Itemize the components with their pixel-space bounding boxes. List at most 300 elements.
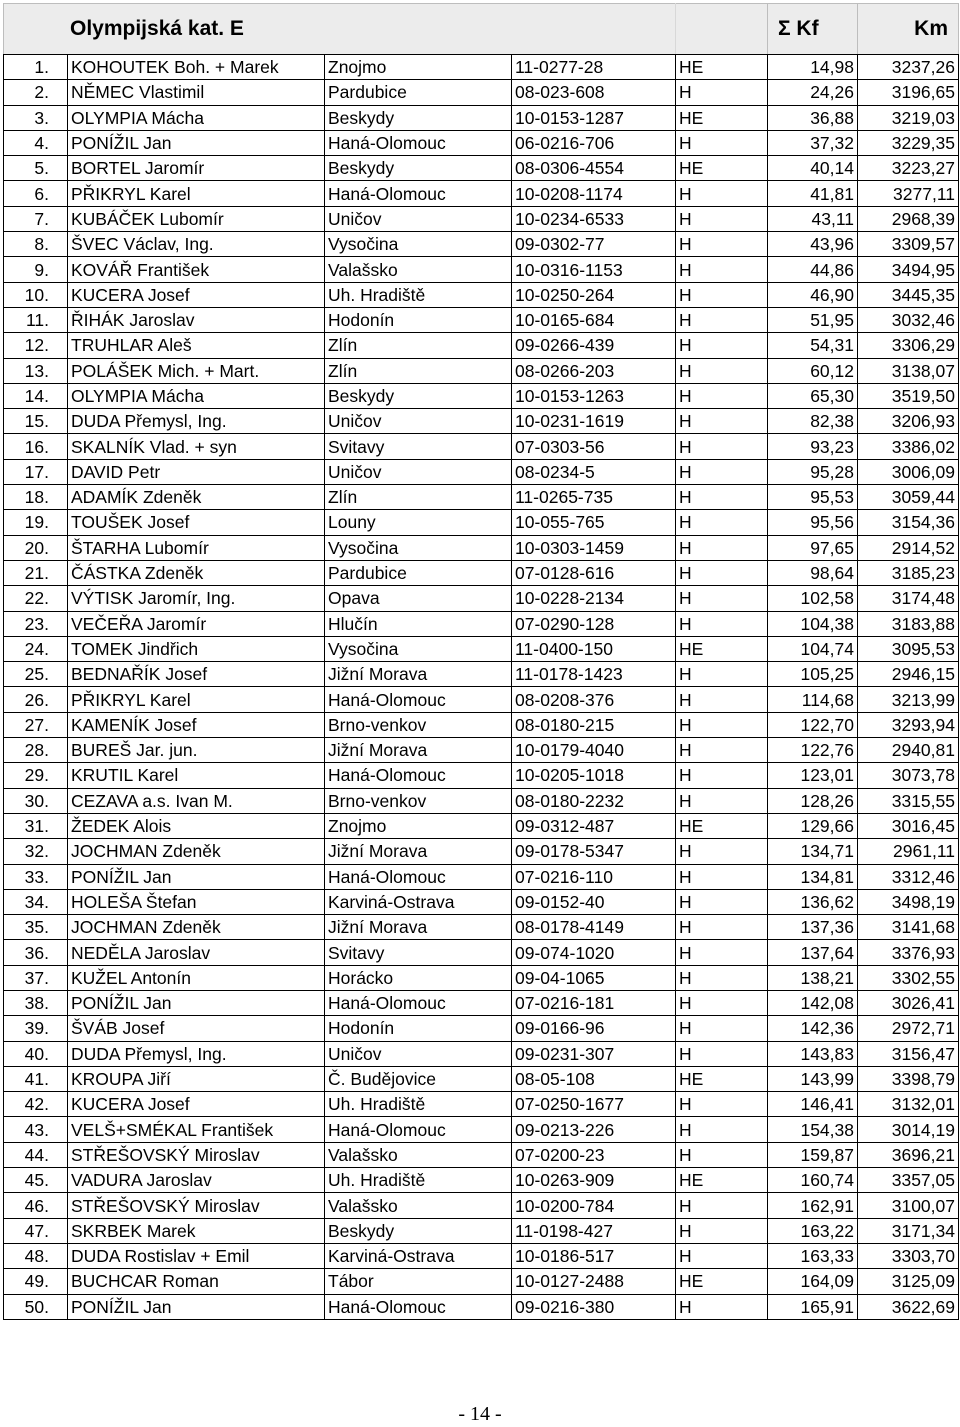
ring-number-cell: 11-0178-1423 — [512, 662, 676, 687]
owner-cell: ŠTARHA Lubomír — [68, 535, 325, 560]
club-cell: Beskydy — [325, 105, 512, 130]
table-row — [4, 257, 959, 282]
club-cell: Beskydy — [325, 156, 512, 181]
sum-kf-cell: 43,11 — [768, 206, 858, 231]
owner-cell: NEDĚLA Jaroslav — [68, 940, 325, 965]
owner-cell: TOMEK Jindřich — [68, 636, 325, 661]
owner-cell: CEZAVA a.s. Ivan M. — [68, 788, 325, 813]
category-cell: H — [676, 333, 768, 358]
sum-kf-cell: 164,09 — [768, 1269, 858, 1294]
category-cell: HE — [676, 105, 768, 130]
rank-cell: 3. — [4, 105, 68, 130]
owner-cell: ŠVEC Václav, Ing. — [68, 232, 325, 257]
category-cell: H — [676, 990, 768, 1015]
ring-number-cell: 09-0312-487 — [512, 813, 676, 838]
rank-cell: 28. — [4, 738, 68, 763]
owner-cell: JOCHMAN Zdeněk — [68, 915, 325, 940]
distance-km-cell: 2914,52 — [858, 535, 959, 560]
distance-km-cell: 3073,78 — [858, 763, 959, 788]
sum-kf-cell: 138,21 — [768, 965, 858, 990]
table-row — [4, 130, 959, 155]
category-cell: H — [676, 839, 768, 864]
owner-cell: PŘIKRYL Karel — [68, 181, 325, 206]
category-cell: H — [676, 1041, 768, 1066]
ring-number-cell: 09-0213-226 — [512, 1117, 676, 1142]
club-cell: Haná-Olomouc — [325, 864, 512, 889]
table-row — [4, 662, 959, 687]
owner-cell: SKRBEK Marek — [68, 1218, 325, 1243]
table-row — [4, 940, 959, 965]
category-cell: HE — [676, 813, 768, 838]
owner-cell: DUDA Rostislav + Emil — [68, 1243, 325, 1268]
rank-cell: 48. — [4, 1243, 68, 1268]
sum-kf-cell: 46,90 — [768, 282, 858, 307]
rank-cell: 32. — [4, 839, 68, 864]
owner-cell: ADAMÍK Zdeněk — [68, 485, 325, 510]
ring-number-cell: 10-0250-264 — [512, 282, 676, 307]
category-cell: H — [676, 1092, 768, 1117]
table-row — [4, 611, 959, 636]
rank-cell: 43. — [4, 1117, 68, 1142]
category-cell: H — [676, 586, 768, 611]
owner-cell: NĚMEC Vlastimil — [68, 80, 325, 105]
rank-cell: 41. — [4, 1066, 68, 1091]
club-cell: Haná-Olomouc — [325, 181, 512, 206]
results-table — [3, 3, 959, 1320]
distance-km-cell: 2946,15 — [858, 662, 959, 687]
table-row — [4, 1269, 959, 1294]
rank-cell: 13. — [4, 358, 68, 383]
ring-number-cell: 08-0180-215 — [512, 712, 676, 737]
rank-cell: 15. — [4, 409, 68, 434]
table-row — [4, 459, 959, 484]
club-cell: Haná-Olomouc — [325, 990, 512, 1015]
club-cell: Znojmo — [325, 55, 512, 80]
table-row — [4, 1041, 959, 1066]
distance-km-cell: 3014,19 — [858, 1117, 959, 1142]
table-row — [4, 712, 959, 737]
distance-km-cell: 3100,07 — [858, 1193, 959, 1218]
sum-kf-cell: 163,22 — [768, 1218, 858, 1243]
category-cell: H — [676, 712, 768, 737]
club-cell: Č. Budějovice — [325, 1066, 512, 1091]
category-cell: H — [676, 788, 768, 813]
rank-cell: 1. — [4, 55, 68, 80]
distance-km-cell: 3138,07 — [858, 358, 959, 383]
owner-cell: HOLEŠA Štefan — [68, 889, 325, 914]
rank-cell: 50. — [4, 1294, 68, 1319]
category-cell: HE — [676, 55, 768, 80]
table-row — [4, 1218, 959, 1243]
ring-number-cell: 09-0216-380 — [512, 1294, 676, 1319]
sum-kf-cell: 97,65 — [768, 535, 858, 560]
table-row — [4, 990, 959, 1015]
table-row — [4, 434, 959, 459]
ring-number-cell: 08-0234-5 — [512, 459, 676, 484]
club-cell: Haná-Olomouc — [325, 130, 512, 155]
category-cell: H — [676, 181, 768, 206]
table-row — [4, 1142, 959, 1167]
sum-kf-cell: 65,30 — [768, 383, 858, 408]
ring-number-cell: 09-0302-77 — [512, 232, 676, 257]
table-row — [4, 383, 959, 408]
distance-km-cell: 3185,23 — [858, 560, 959, 585]
distance-km-cell: 3006,09 — [858, 459, 959, 484]
club-cell: Valašsko — [325, 1142, 512, 1167]
rank-cell: 25. — [4, 662, 68, 687]
category-cell: H — [676, 1193, 768, 1218]
club-cell: Valašsko — [325, 1193, 512, 1218]
header-row — [4, 4, 959, 55]
category-cell: HE — [676, 1269, 768, 1294]
sum-kf-cell: 136,62 — [768, 889, 858, 914]
owner-cell: BUREŠ Jar. jun. — [68, 738, 325, 763]
sum-kf-cell: 143,83 — [768, 1041, 858, 1066]
category-cell: H — [676, 459, 768, 484]
table-row — [4, 915, 959, 940]
category-cell: HE — [676, 636, 768, 661]
distance-km-cell: 3498,19 — [858, 889, 959, 914]
table-row — [4, 105, 959, 130]
owner-cell: STŘEŠOVSKÝ Miroslav — [68, 1142, 325, 1167]
distance-km-cell: 3277,11 — [858, 181, 959, 206]
owner-cell: JOCHMAN Zdeněk — [68, 839, 325, 864]
owner-cell: KROUPA Jiří — [68, 1066, 325, 1091]
sum-kf-cell: 123,01 — [768, 763, 858, 788]
rank-cell: 27. — [4, 712, 68, 737]
ring-number-cell: 09-04-1065 — [512, 965, 676, 990]
sum-kf-cell: 146,41 — [768, 1092, 858, 1117]
ring-number-cell: 08-023-608 — [512, 80, 676, 105]
category-cell: H — [676, 1016, 768, 1041]
ring-number-cell: 09-0152-40 — [512, 889, 676, 914]
table-row — [4, 965, 959, 990]
sum-kf-cell: 14,98 — [768, 55, 858, 80]
table-row — [4, 282, 959, 307]
ring-number-cell: 08-0306-4554 — [512, 156, 676, 181]
club-cell: Svitavy — [325, 434, 512, 459]
ring-number-cell: 08-0266-203 — [512, 358, 676, 383]
ring-number-cell: 10-0200-784 — [512, 1193, 676, 1218]
category-cell: H — [676, 232, 768, 257]
ring-number-cell: 08-0208-376 — [512, 687, 676, 712]
ring-number-cell: 11-0265-735 — [512, 485, 676, 510]
owner-cell: VADURA Jaroslav — [68, 1168, 325, 1193]
distance-km-cell: 2968,39 — [858, 206, 959, 231]
rank-cell: 12. — [4, 333, 68, 358]
table-row — [4, 1243, 959, 1268]
owner-cell: KUCERA Josef — [68, 282, 325, 307]
rank-cell: 29. — [4, 763, 68, 788]
distance-km-cell: 3519,50 — [858, 383, 959, 408]
category-cell: HE — [676, 1168, 768, 1193]
category-cell: H — [676, 80, 768, 105]
distance-km-cell: 3196,65 — [858, 80, 959, 105]
distance-km-cell: 2940,81 — [858, 738, 959, 763]
table-row — [4, 889, 959, 914]
sum-kf-cell: 137,36 — [768, 915, 858, 940]
header-kf: Σ Kf — [768, 4, 858, 55]
ring-number-cell: 07-0128-616 — [512, 560, 676, 585]
sum-kf-cell: 154,38 — [768, 1117, 858, 1142]
category-cell: H — [676, 358, 768, 383]
category-cell: H — [676, 965, 768, 990]
sum-kf-cell: 102,58 — [768, 586, 858, 611]
table-body — [4, 55, 959, 1320]
owner-cell: KUBÁČEK Lubomír — [68, 206, 325, 231]
sum-kf-cell: 165,91 — [768, 1294, 858, 1319]
distance-km-cell: 3494,95 — [858, 257, 959, 282]
distance-km-cell: 3125,09 — [858, 1269, 959, 1294]
sum-kf-cell: 159,87 — [768, 1142, 858, 1167]
sum-kf-cell: 36,88 — [768, 105, 858, 130]
owner-cell: KAMENÍK Josef — [68, 712, 325, 737]
club-cell: Brno-venkov — [325, 788, 512, 813]
club-cell: Uničov — [325, 206, 512, 231]
owner-cell: KOVÁŘ František — [68, 257, 325, 282]
category-cell: H — [676, 915, 768, 940]
owner-cell: PONÍŽIL Jan — [68, 990, 325, 1015]
owner-cell: DAVID Petr — [68, 459, 325, 484]
distance-km-cell: 3312,46 — [858, 864, 959, 889]
sum-kf-cell: 51,95 — [768, 307, 858, 332]
rank-cell: 11. — [4, 307, 68, 332]
club-cell: Svitavy — [325, 940, 512, 965]
sum-kf-cell: 162,91 — [768, 1193, 858, 1218]
table-row — [4, 586, 959, 611]
rank-cell: 22. — [4, 586, 68, 611]
rank-cell: 34. — [4, 889, 68, 914]
ring-number-cell: 10-0165-684 — [512, 307, 676, 332]
sum-kf-cell: 134,71 — [768, 839, 858, 864]
rank-cell: 8. — [4, 232, 68, 257]
distance-km-cell: 3174,48 — [858, 586, 959, 611]
ring-number-cell: 11-0198-427 — [512, 1218, 676, 1243]
club-cell: Jižní Morava — [325, 738, 512, 763]
club-cell: Jižní Morava — [325, 915, 512, 940]
ring-number-cell: 10-0234-6533 — [512, 206, 676, 231]
category-cell: H — [676, 889, 768, 914]
category-cell: H — [676, 611, 768, 636]
owner-cell: TRUHLAR Aleš — [68, 333, 325, 358]
rank-cell: 37. — [4, 965, 68, 990]
table-row — [4, 307, 959, 332]
table-row — [4, 763, 959, 788]
owner-cell: TOUŠEK Josef — [68, 510, 325, 535]
table-row — [4, 1193, 959, 1218]
club-cell: Pardubice — [325, 80, 512, 105]
owner-cell: POLÁŠEK Mich. + Mart. — [68, 358, 325, 383]
sum-kf-cell: 44,86 — [768, 257, 858, 282]
ring-number-cell: 10-0205-1018 — [512, 763, 676, 788]
owner-cell: PONÍŽIL Jan — [68, 1294, 325, 1319]
club-cell: Haná-Olomouc — [325, 687, 512, 712]
rank-cell: 31. — [4, 813, 68, 838]
owner-cell: OLYMPIA Mácha — [68, 383, 325, 408]
club-cell: Hodonín — [325, 1016, 512, 1041]
table-row — [4, 232, 959, 257]
ring-number-cell: 07-0250-1677 — [512, 1092, 676, 1117]
rank-cell: 4. — [4, 130, 68, 155]
rank-cell: 35. — [4, 915, 68, 940]
club-cell: Znojmo — [325, 813, 512, 838]
category-cell: H — [676, 485, 768, 510]
club-cell: Karviná-Ostrava — [325, 1243, 512, 1268]
category-cell: H — [676, 510, 768, 535]
club-cell: Hodonín — [325, 307, 512, 332]
ring-number-cell: 09-0178-5347 — [512, 839, 676, 864]
owner-cell: PONÍŽIL Jan — [68, 130, 325, 155]
rank-cell: 20. — [4, 535, 68, 560]
category-cell: H — [676, 1117, 768, 1142]
category-cell: H — [676, 130, 768, 155]
rank-cell: 39. — [4, 1016, 68, 1041]
sum-kf-cell: 95,53 — [768, 485, 858, 510]
table-row — [4, 864, 959, 889]
owner-cell: ŘIHÁK Jaroslav — [68, 307, 325, 332]
ring-number-cell: 07-0216-181 — [512, 990, 676, 1015]
sum-kf-cell: 129,66 — [768, 813, 858, 838]
sum-kf-cell: 163,33 — [768, 1243, 858, 1268]
category-cell: H — [676, 687, 768, 712]
distance-km-cell: 3315,55 — [858, 788, 959, 813]
ring-number-cell: 10-0208-1174 — [512, 181, 676, 206]
distance-km-cell: 2961,11 — [858, 839, 959, 864]
club-cell: Vysočina — [325, 535, 512, 560]
ring-number-cell: 11-0277-28 — [512, 55, 676, 80]
table-row — [4, 813, 959, 838]
club-cell: Tábor — [325, 1269, 512, 1294]
ring-number-cell: 10-0153-1263 — [512, 383, 676, 408]
table-row — [4, 485, 959, 510]
distance-km-cell: 3156,47 — [858, 1041, 959, 1066]
distance-km-cell: 3132,01 — [858, 1092, 959, 1117]
distance-km-cell: 3154,36 — [858, 510, 959, 535]
ring-number-cell: 09-0231-307 — [512, 1041, 676, 1066]
table-row — [4, 1294, 959, 1319]
distance-km-cell: 3213,99 — [858, 687, 959, 712]
rank-cell: 23. — [4, 611, 68, 636]
club-cell: Uh. Hradiště — [325, 1092, 512, 1117]
rank-cell: 45. — [4, 1168, 68, 1193]
club-cell: Haná-Olomouc — [325, 763, 512, 788]
category-cell: H — [676, 383, 768, 408]
club-cell: Zlín — [325, 358, 512, 383]
sum-kf-cell: 143,99 — [768, 1066, 858, 1091]
club-cell: Brno-venkov — [325, 712, 512, 737]
owner-cell: KOHOUTEK Boh. + Marek — [68, 55, 325, 80]
table-row — [4, 358, 959, 383]
distance-km-cell: 3229,35 — [858, 130, 959, 155]
distance-km-cell: 3219,03 — [858, 105, 959, 130]
category-cell: H — [676, 307, 768, 332]
category-cell: H — [676, 738, 768, 763]
ring-number-cell: 08-0178-4149 — [512, 915, 676, 940]
distance-km-cell: 3357,05 — [858, 1168, 959, 1193]
distance-km-cell: 3306,29 — [858, 333, 959, 358]
distance-km-cell: 3622,69 — [858, 1294, 959, 1319]
club-cell: Zlín — [325, 485, 512, 510]
rank-cell: 49. — [4, 1269, 68, 1294]
category-cell: H — [676, 1218, 768, 1243]
sum-kf-cell: 142,08 — [768, 990, 858, 1015]
club-cell: Vysočina — [325, 636, 512, 661]
owner-cell: VEČEŘA Jaromír — [68, 611, 325, 636]
table-row — [4, 1066, 959, 1091]
rank-cell: 5. — [4, 156, 68, 181]
category-cell: H — [676, 662, 768, 687]
ring-number-cell: 08-05-108 — [512, 1066, 676, 1091]
rank-cell: 42. — [4, 1092, 68, 1117]
distance-km-cell: 3206,93 — [858, 409, 959, 434]
sum-kf-cell: 60,12 — [768, 358, 858, 383]
owner-cell: STŘEŠOVSKÝ Miroslav — [68, 1193, 325, 1218]
club-cell: Haná-Olomouc — [325, 1117, 512, 1142]
sum-kf-cell: 128,26 — [768, 788, 858, 813]
ring-number-cell: 07-0216-110 — [512, 864, 676, 889]
distance-km-cell: 3171,34 — [858, 1218, 959, 1243]
sum-kf-cell: 24,26 — [768, 80, 858, 105]
owner-cell: SKALNÍK Vlad. + syn — [68, 434, 325, 459]
sum-kf-cell: 93,23 — [768, 434, 858, 459]
header-empty-cell — [676, 4, 768, 55]
table-row — [4, 738, 959, 763]
club-cell: Horácko — [325, 965, 512, 990]
category-cell: H — [676, 257, 768, 282]
club-cell: Beskydy — [325, 1218, 512, 1243]
club-cell: Opava — [325, 586, 512, 611]
sum-kf-cell: 122,70 — [768, 712, 858, 737]
distance-km-cell: 3309,57 — [858, 232, 959, 257]
ring-number-cell: 10-0263-909 — [512, 1168, 676, 1193]
distance-km-cell: 3302,55 — [858, 965, 959, 990]
club-cell: Jižní Morava — [325, 662, 512, 687]
sum-kf-cell: 160,74 — [768, 1168, 858, 1193]
category-cell: H — [676, 864, 768, 889]
club-cell: Pardubice — [325, 560, 512, 585]
results-sheet — [3, 3, 959, 1320]
club-cell: Beskydy — [325, 383, 512, 408]
sum-kf-cell: 95,28 — [768, 459, 858, 484]
owner-cell: BUCHCAR Roman — [68, 1269, 325, 1294]
table-row — [4, 80, 959, 105]
rank-cell: 18. — [4, 485, 68, 510]
sum-kf-cell: 95,56 — [768, 510, 858, 535]
sum-kf-cell: 137,64 — [768, 940, 858, 965]
distance-km-cell: 3183,88 — [858, 611, 959, 636]
rank-cell: 7. — [4, 206, 68, 231]
rank-cell: 33. — [4, 864, 68, 889]
club-cell: Uničov — [325, 459, 512, 484]
distance-km-cell: 3026,41 — [858, 990, 959, 1015]
table-row — [4, 839, 959, 864]
club-cell: Uničov — [325, 409, 512, 434]
sum-kf-cell: 104,74 — [768, 636, 858, 661]
rank-cell: 21. — [4, 560, 68, 585]
table-row — [4, 636, 959, 661]
owner-cell: KUŽEL Antonín — [68, 965, 325, 990]
distance-km-cell: 3095,53 — [858, 636, 959, 661]
distance-km-cell: 3223,27 — [858, 156, 959, 181]
ring-number-cell: 07-0290-128 — [512, 611, 676, 636]
distance-km-cell: 3398,79 — [858, 1066, 959, 1091]
category-cell: HE — [676, 1066, 768, 1091]
owner-cell: KRUTIL Karel — [68, 763, 325, 788]
table-row — [4, 206, 959, 231]
sum-kf-cell: 82,38 — [768, 409, 858, 434]
ring-number-cell: 10-055-765 — [512, 510, 676, 535]
rank-cell: 9. — [4, 257, 68, 282]
